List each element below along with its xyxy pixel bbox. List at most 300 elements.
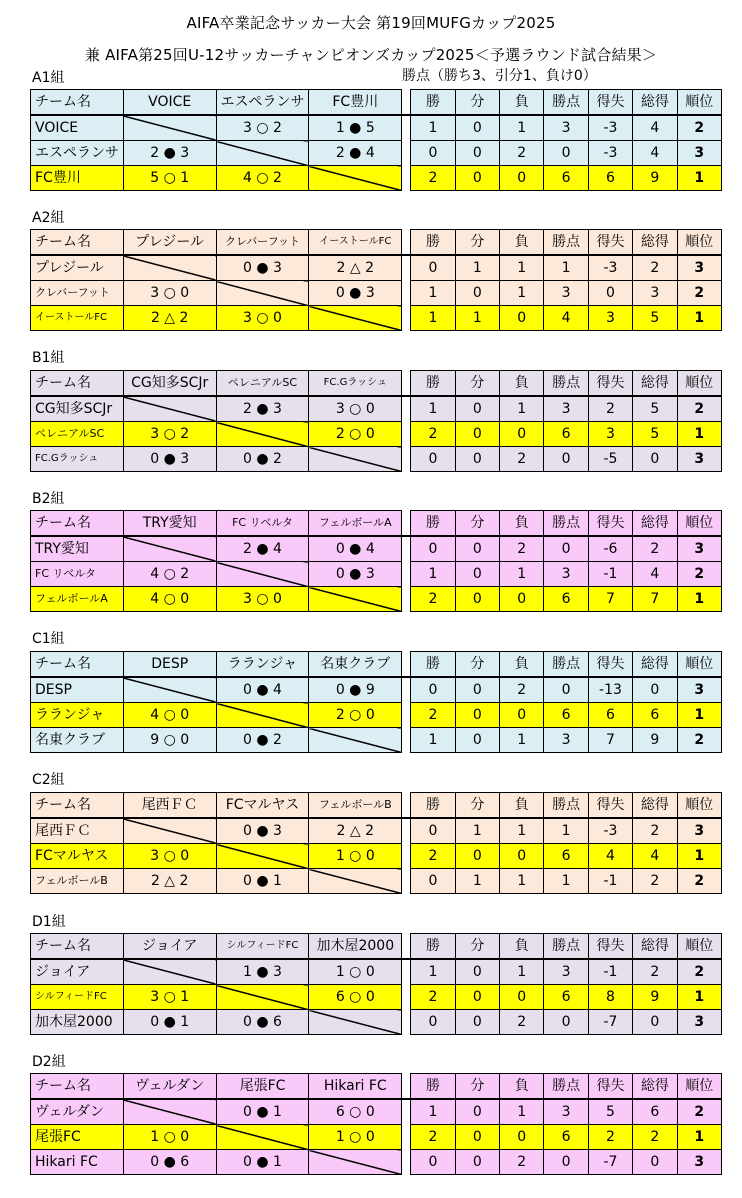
stat-value: 4 <box>544 306 588 331</box>
stat-header: 勝 <box>411 793 455 819</box>
stat-value: 1 <box>500 562 544 587</box>
stat-header: 順位 <box>677 793 721 819</box>
stat-header: 負 <box>500 934 544 960</box>
team-name: シルフィードFC <box>31 985 124 1010</box>
stat-value: 0 <box>411 255 455 281</box>
rank-value: 2 <box>677 728 721 753</box>
column-gap <box>402 652 411 678</box>
match-result: 0 ● 3 <box>309 562 402 587</box>
stat-value: 6 <box>544 985 588 1010</box>
rank-value: 3 <box>677 536 721 562</box>
stat-value: 0 <box>500 985 544 1010</box>
stat-value: 0 <box>455 281 499 306</box>
team-row <box>31 536 722 562</box>
match-result: 2 △ 2 <box>309 818 402 844</box>
column-gap <box>402 141 411 166</box>
group-table <box>30 229 722 331</box>
match-result: 3 ○ 0 <box>216 587 309 612</box>
match-result: 4 ○ 0 <box>123 587 216 612</box>
stat-header: 勝点 <box>544 934 588 960</box>
stat-value: 2 <box>633 818 677 844</box>
stat-value: 3 <box>544 396 588 422</box>
match-result: 3 ○ 0 <box>123 844 216 869</box>
stat-value: 0 <box>455 422 499 447</box>
team-name: FC.Gラッシュ <box>31 447 124 472</box>
opponent-header: Hikari FC <box>309 1074 402 1100</box>
stat-value: 0 <box>455 1150 499 1175</box>
opponent-header: ジョイア <box>123 934 216 960</box>
team-name: VOICE <box>31 115 124 141</box>
stat-value: 2 <box>500 141 544 166</box>
team-name: ラランジャ <box>31 703 124 728</box>
stat-header: 順位 <box>677 90 721 116</box>
team-row <box>31 1150 722 1175</box>
stat-value: 6 <box>633 1099 677 1125</box>
match-result: 0 ● 3 <box>309 281 402 306</box>
stat-header: 得失 <box>588 230 632 256</box>
column-gap <box>402 447 411 472</box>
group-label: D2組 <box>32 1054 66 1070</box>
team-name: FC豊川 <box>31 166 124 191</box>
rank-value: 1 <box>677 587 721 612</box>
column-gap <box>402 985 411 1010</box>
column-gap <box>402 1074 411 1100</box>
column-gap <box>402 371 411 397</box>
team-row <box>31 1099 722 1125</box>
team-row <box>31 869 722 894</box>
stat-header: 得失 <box>588 1074 632 1100</box>
stat-header: 順位 <box>677 1074 721 1100</box>
rank-value: 3 <box>677 1150 721 1175</box>
stat-value: 1 <box>544 818 588 844</box>
stat-value: 2 <box>588 1125 632 1150</box>
stat-value: 0 <box>455 141 499 166</box>
column-gap <box>402 396 411 422</box>
group-label: C1組 <box>32 631 65 647</box>
stat-header: 順位 <box>677 652 721 678</box>
match-result: 0 ● 6 <box>123 1150 216 1175</box>
stat-value: 0 <box>411 677 455 703</box>
stat-header: 総得 <box>633 90 677 116</box>
match-result: 0 ● 3 <box>123 447 216 472</box>
match-result: 0 ● 2 <box>216 447 309 472</box>
team-row <box>31 447 722 472</box>
column-gap <box>402 1010 411 1035</box>
stat-value: 0 <box>633 677 677 703</box>
stat-value: 0 <box>633 1150 677 1175</box>
stat-value: 0 <box>455 844 499 869</box>
stat-value: 1 <box>500 959 544 985</box>
stat-header: 総得 <box>633 1074 677 1100</box>
match-result: 4 ○ 2 <box>216 166 309 191</box>
stat-value: 1 <box>455 306 499 331</box>
stat-value: -7 <box>588 1010 632 1035</box>
stat-value: 5 <box>588 1099 632 1125</box>
team-name: フェルボールA <box>31 587 124 612</box>
stat-value: 5 <box>633 306 677 331</box>
stat-header: 得失 <box>588 90 632 116</box>
group-label: D1組 <box>32 914 66 930</box>
team-name-header: チーム名 <box>31 371 124 397</box>
rank-value: 1 <box>677 844 721 869</box>
stat-header: 勝点 <box>544 793 588 819</box>
stat-value: 2 <box>633 959 677 985</box>
match-result: 1 ● 5 <box>309 115 402 141</box>
column-gap <box>402 562 411 587</box>
team-row <box>31 281 722 306</box>
stat-value: 2 <box>411 844 455 869</box>
stat-header: 分 <box>455 371 499 397</box>
match-result: 1 ○ 0 <box>309 1125 402 1150</box>
stat-header: 勝 <box>411 1074 455 1100</box>
stat-value: 0 <box>455 677 499 703</box>
self-match-diagonal <box>123 396 216 422</box>
team-name: FCマルヤス <box>31 844 124 869</box>
stat-header: 勝 <box>411 90 455 116</box>
opponent-header: CG知多SCJr <box>123 371 216 397</box>
stat-value: 0 <box>411 1150 455 1175</box>
self-match-diagonal <box>216 141 309 166</box>
stat-value: 0 <box>455 959 499 985</box>
opponent-header: FC.Gラッシュ <box>309 371 402 397</box>
team-name-header: チーム名 <box>31 652 124 678</box>
team-name: Hikari FC <box>31 1150 124 1175</box>
stat-header: 順位 <box>677 371 721 397</box>
stat-value: 0 <box>500 422 544 447</box>
stat-header: 勝 <box>411 652 455 678</box>
stat-value: 7 <box>588 728 632 753</box>
opponent-header: エスペランサ <box>216 90 309 116</box>
group-table <box>30 933 722 1035</box>
header-row <box>31 1074 722 1100</box>
match-result: 0 ● 2 <box>216 728 309 753</box>
stat-value: 3 <box>588 422 632 447</box>
column-gap <box>402 1125 411 1150</box>
stat-value: 4 <box>588 844 632 869</box>
stat-value: 1 <box>500 255 544 281</box>
stat-header: 勝点 <box>544 90 588 116</box>
stat-header: 分 <box>455 511 499 537</box>
team-name: 尾張FC <box>31 1125 124 1150</box>
stat-value: 1 <box>500 869 544 894</box>
stat-value: 6 <box>588 703 632 728</box>
stat-value: 1 <box>544 869 588 894</box>
stat-value: 1 <box>455 869 499 894</box>
team-name: イーストールFC <box>31 306 124 331</box>
stat-value: 1 <box>411 115 455 141</box>
stat-value: 0 <box>544 536 588 562</box>
stat-header: 勝点 <box>544 230 588 256</box>
stat-value: 1 <box>455 255 499 281</box>
stat-value: 9 <box>633 728 677 753</box>
opponent-header: ラランジャ <box>216 652 309 678</box>
team-row <box>31 141 722 166</box>
stat-value: -5 <box>588 447 632 472</box>
stat-value: 1 <box>411 959 455 985</box>
rank-value: 2 <box>677 869 721 894</box>
self-match-diagonal <box>123 536 216 562</box>
match-result: 5 ○ 1 <box>123 166 216 191</box>
stat-value: 7 <box>633 587 677 612</box>
stat-value: 0 <box>455 166 499 191</box>
match-result: 3 ○ 2 <box>123 422 216 447</box>
header-row <box>31 371 722 397</box>
stat-value: 0 <box>411 536 455 562</box>
stat-value: 2 <box>411 1125 455 1150</box>
team-name-header: チーム名 <box>31 511 124 537</box>
stat-value: 0 <box>455 587 499 612</box>
header-row <box>31 230 722 256</box>
rank-value: 3 <box>677 818 721 844</box>
stat-value: 0 <box>411 818 455 844</box>
stat-value: 2 <box>500 536 544 562</box>
stat-value: 6 <box>544 587 588 612</box>
opponent-header: プレジール <box>123 230 216 256</box>
header-row <box>31 90 722 116</box>
winner-row <box>31 844 722 869</box>
opponent-header: 尾西ＦＣ <box>123 793 216 819</box>
stat-header: 順位 <box>677 934 721 960</box>
group-label: B1組 <box>32 350 65 366</box>
group-label: B2組 <box>32 491 65 507</box>
team-name: DESP <box>31 677 124 703</box>
opponent-header: フェルボールB <box>309 793 402 819</box>
group-table <box>30 89 722 191</box>
self-match-diagonal <box>123 959 216 985</box>
column-gap <box>402 934 411 960</box>
self-match-diagonal <box>216 703 309 728</box>
match-result: 0 ● 1 <box>123 1010 216 1035</box>
stat-header: 勝 <box>411 934 455 960</box>
header-row <box>31 511 722 537</box>
stat-value: 2 <box>633 869 677 894</box>
rank-value: 1 <box>677 703 721 728</box>
column-gap <box>402 587 411 612</box>
stat-value: 2 <box>500 1010 544 1035</box>
team-row <box>31 115 722 141</box>
match-result: 3 ○ 0 <box>123 281 216 306</box>
opponent-header: FCマルヤス <box>216 793 309 819</box>
stat-header: 負 <box>500 230 544 256</box>
group-table <box>30 510 722 612</box>
stat-value: 2 <box>500 447 544 472</box>
match-result: 3 ○ 1 <box>123 985 216 1010</box>
header-row <box>31 793 722 819</box>
stat-value: 0 <box>455 115 499 141</box>
stat-value: 0 <box>500 703 544 728</box>
self-match-diagonal <box>216 1125 309 1150</box>
stat-header: 勝 <box>411 371 455 397</box>
stat-value: 2 <box>411 166 455 191</box>
column-gap <box>402 255 411 281</box>
self-match-diagonal <box>216 422 309 447</box>
team-name: 加木屋2000 <box>31 1010 124 1035</box>
header-row <box>31 652 722 678</box>
stat-value: 7 <box>588 587 632 612</box>
stat-value: 0 <box>455 1099 499 1125</box>
team-name: 尾西ＦＣ <box>31 818 124 844</box>
column-gap <box>402 166 411 191</box>
team-row <box>31 255 722 281</box>
rank-value: 3 <box>677 677 721 703</box>
stat-value: -13 <box>588 677 632 703</box>
stat-value: 0 <box>455 396 499 422</box>
rank-value: 3 <box>677 255 721 281</box>
rank-value: 3 <box>677 1010 721 1035</box>
opponent-header: FC リベルタ <box>216 511 309 537</box>
team-name: ジョイア <box>31 959 124 985</box>
stat-value: 1 <box>500 1099 544 1125</box>
stat-value: 1 <box>500 115 544 141</box>
stat-header: 分 <box>455 230 499 256</box>
stat-header: 総得 <box>633 934 677 960</box>
rank-value: 1 <box>677 985 721 1010</box>
rank-value: 1 <box>677 422 721 447</box>
winner-row <box>31 587 722 612</box>
column-gap <box>402 869 411 894</box>
self-match-diagonal <box>123 677 216 703</box>
stat-header: 勝点 <box>544 652 588 678</box>
group-table <box>30 792 722 894</box>
team-name: プレジール <box>31 255 124 281</box>
team-name-header: チーム名 <box>31 934 124 960</box>
stat-value: 1 <box>411 396 455 422</box>
self-match-diagonal <box>309 1010 402 1035</box>
column-gap <box>402 1099 411 1125</box>
self-match-diagonal <box>309 306 402 331</box>
winner-row <box>31 422 722 447</box>
stat-value: 0 <box>500 306 544 331</box>
stat-value: 4 <box>633 141 677 166</box>
stat-value: 2 <box>411 985 455 1010</box>
group-label: A1組 <box>32 70 65 86</box>
column-gap <box>402 511 411 537</box>
column-gap <box>402 1150 411 1175</box>
stat-header: 総得 <box>633 230 677 256</box>
stat-header: 負 <box>500 371 544 397</box>
stat-value: 0 <box>411 869 455 894</box>
match-result: 0 ● 9 <box>309 677 402 703</box>
points-note: 勝点（勝ち3、引分1、負け0） <box>402 68 597 84</box>
stat-header: 分 <box>455 793 499 819</box>
match-result: 6 ○ 0 <box>309 985 402 1010</box>
stat-value: 5 <box>633 422 677 447</box>
column-gap <box>402 793 411 819</box>
self-match-diagonal <box>309 447 402 472</box>
column-gap <box>402 677 411 703</box>
stat-value: -6 <box>588 536 632 562</box>
self-match-diagonal <box>123 1099 216 1125</box>
stat-header: 勝点 <box>544 511 588 537</box>
rank-value: 2 <box>677 562 721 587</box>
stat-value: 0 <box>544 447 588 472</box>
page-subtitle: 兼 AIFA第25回U-12サッカーチャンピオンズカップ2025＜予選ラウンド試合結果＞ <box>84 46 658 64</box>
rank-value: 3 <box>677 447 721 472</box>
self-match-diagonal <box>309 869 402 894</box>
stat-header: 総得 <box>633 652 677 678</box>
team-name: フェルボールB <box>31 869 124 894</box>
self-match-diagonal <box>216 844 309 869</box>
stat-value: 3 <box>544 1099 588 1125</box>
match-result: 0 ● 1 <box>216 1099 309 1125</box>
stat-value: 9 <box>633 166 677 191</box>
stat-value: -3 <box>588 818 632 844</box>
stat-header: 分 <box>455 934 499 960</box>
stat-value: 0 <box>411 141 455 166</box>
stat-header: 順位 <box>677 230 721 256</box>
stat-value: 1 <box>411 728 455 753</box>
column-gap <box>402 959 411 985</box>
stat-value: 1 <box>500 396 544 422</box>
stat-value: 1 <box>544 255 588 281</box>
match-result: 3 ○ 0 <box>309 396 402 422</box>
opponent-header: 加木屋2000 <box>309 934 402 960</box>
stat-value: 0 <box>500 844 544 869</box>
stat-value: 2 <box>588 396 632 422</box>
match-result: 0 ● 3 <box>216 255 309 281</box>
winner-row <box>31 1125 722 1150</box>
stat-value: 0 <box>455 562 499 587</box>
stat-value: 0 <box>411 1010 455 1035</box>
stat-value: 0 <box>544 677 588 703</box>
match-result: 2 ● 4 <box>216 536 309 562</box>
rank-value: 2 <box>677 1099 721 1125</box>
match-result: 3 ○ 0 <box>216 306 309 331</box>
team-name-header: チーム名 <box>31 1074 124 1100</box>
stat-value: 2 <box>633 1125 677 1150</box>
stat-value: 6 <box>544 166 588 191</box>
match-result: 2 △ 2 <box>123 306 216 331</box>
match-result: 4 ○ 0 <box>123 703 216 728</box>
rank-value: 2 <box>677 959 721 985</box>
match-result: 2 ● 4 <box>309 141 402 166</box>
group-table <box>30 370 722 472</box>
stat-header: 勝点 <box>544 371 588 397</box>
stat-header: 分 <box>455 652 499 678</box>
team-name: FC リベルタ <box>31 562 124 587</box>
opponent-header: ペレニアルSC <box>216 371 309 397</box>
match-result: 6 ○ 0 <box>309 1099 402 1125</box>
stat-value: 4 <box>633 844 677 869</box>
stat-header: 順位 <box>677 511 721 537</box>
match-result: 1 ● 3 <box>216 959 309 985</box>
stat-header: 負 <box>500 90 544 116</box>
team-row <box>31 396 722 422</box>
self-match-diagonal <box>216 562 309 587</box>
stat-value: 8 <box>588 985 632 1010</box>
team-name: ペレニアルSC <box>31 422 124 447</box>
stat-header: 総得 <box>633 511 677 537</box>
match-result: 2 △ 2 <box>309 255 402 281</box>
opponent-header: VOICE <box>123 90 216 116</box>
rank-value: 2 <box>677 115 721 141</box>
team-row <box>31 677 722 703</box>
stat-value: 0 <box>455 1010 499 1035</box>
stat-header: 得失 <box>588 934 632 960</box>
stat-value: 0 <box>544 1150 588 1175</box>
stat-value: 4 <box>633 115 677 141</box>
rank-value: 1 <box>677 1125 721 1150</box>
opponent-header: クレバーフット <box>216 230 309 256</box>
rank-value: 1 <box>677 166 721 191</box>
stat-value: 6 <box>544 422 588 447</box>
stat-value: 6 <box>588 166 632 191</box>
column-gap <box>402 818 411 844</box>
stat-value: 6 <box>633 703 677 728</box>
match-result: 0 ● 4 <box>309 536 402 562</box>
stat-header: 負 <box>500 793 544 819</box>
stat-value: 3 <box>544 728 588 753</box>
